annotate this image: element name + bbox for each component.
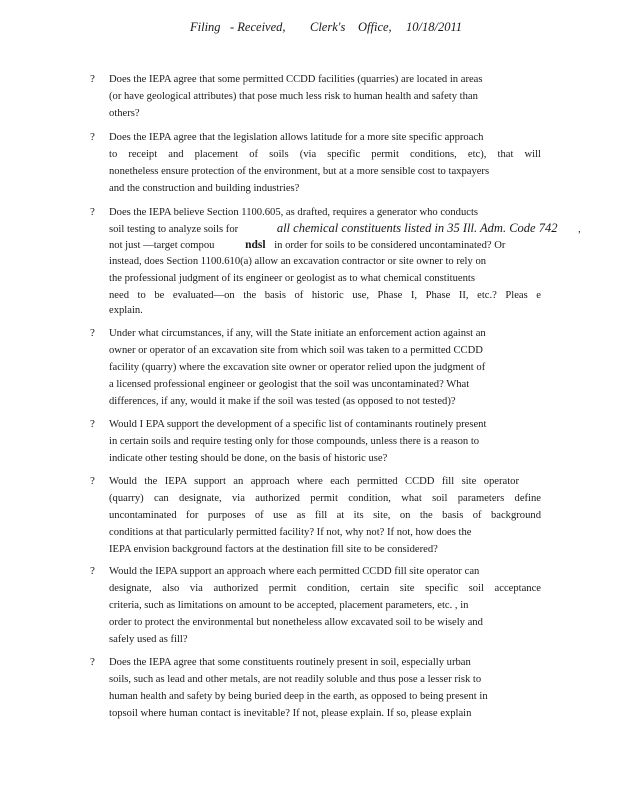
- question-line: (or have geological attributes) that pose much less risk to human health and safety than: [109, 91, 478, 102]
- question-line: differences, if any, would it make if the soil was tested (as opposed to not tested)?: [109, 396, 456, 407]
- question-line: others?: [109, 108, 140, 119]
- question-line: facility (quarry) where the excavation site owner or operator relied upon the judgment of: [109, 362, 486, 373]
- question-line: Would the IEPA support an approach where each permitted CCDD fill site operator can: [109, 566, 480, 577]
- question-line: uncontaminated for purposes of use as fill at its site, on the basis of background: [109, 510, 541, 521]
- header-office: Office,: [358, 20, 392, 34]
- header-date: 10/18/2011: [406, 20, 463, 34]
- question-line: Does the IEPA believe Section 1100.605, as drafted, requires a generator who conducts: [109, 207, 479, 218]
- question-line: the professional judgment of its engineer or geologist as to what chemical constituents: [109, 273, 475, 284]
- question-line: need to be evaluated—on the basis of historic use, Phase I, Phase II, etc.? Pleas e: [109, 290, 541, 301]
- header-filing: Filing: [190, 20, 221, 34]
- question-line: criteria, such as limitations on amount to be accepted, placement parameters, etc. , in: [109, 600, 469, 611]
- question-line: Would I EPA support the development of a specific list of contaminants routinely present: [109, 419, 487, 430]
- question-text: soil testing to analyze soils for: [109, 224, 239, 235]
- question-line: soils, such as lead and other metals, are not readily soluble and thus pose a lesser risk to: [109, 674, 482, 685]
- bullet-marker: ?: [90, 418, 95, 430]
- header-clerks: Clerk's: [310, 20, 346, 34]
- question-line: safely used as fill?: [109, 634, 188, 645]
- question-line: indicate other testing should be done, on the basis of historic use?: [109, 453, 388, 464]
- header-received: - Received,: [230, 20, 286, 34]
- question-line: to receipt and placement of soils (via specific permit conditions, etc), that will: [109, 149, 541, 160]
- question-line: order to protect the environmental but nonetheless allow excavated soil to be wisely and: [109, 617, 483, 628]
- bullet-marker: ?: [90, 656, 95, 668]
- question-line: designate, also via authorized permit condition, certain site specific soil acceptance: [109, 583, 541, 594]
- question-text: in order for soils to be considered uncontaminated? Or: [274, 240, 506, 251]
- question-line: a licensed professional engineer or geologist that the soil was uncontaminated? What: [109, 379, 470, 390]
- question-line: Does the IEPA agree that the legislation allows latitude for a more site specific approach: [109, 132, 484, 143]
- question-line: in certain soils and require testing only for those compounds, unless there is a reason to: [109, 436, 480, 447]
- question-line: [109, 238, 505, 253]
- question-line: [109, 221, 581, 237]
- bullet-marker: ?: [90, 206, 95, 218]
- question-line: owner or operator of an excavation site from which soil was taken to a permitted CCDD: [109, 345, 483, 356]
- garbled-text: ndsl: [245, 239, 266, 251]
- bullet-marker: ?: [90, 475, 95, 487]
- question-text: ,: [578, 224, 581, 235]
- question-line: human health and safety by being buried deep in the earth, as opposed to being present in: [109, 691, 488, 702]
- bullet-marker: ?: [90, 73, 95, 85]
- question-line: nonetheless ensure protection of the environment, but at a more sensible cost to taxpayers: [109, 166, 490, 177]
- question-line: explain.: [109, 305, 143, 316]
- bullet-marker: ?: [90, 327, 95, 339]
- question-line: Does the IEPA agree that some constituents routinely present in soil, especially urban: [109, 657, 471, 668]
- question-line: conditions at that particularly permitted facility? If not, why not? If not, how does the: [109, 527, 472, 538]
- question-line: instead, does Section 1100.610(a) allow an excavation contractor or site owner to rely on: [109, 256, 487, 267]
- question-text: not just —target compou: [109, 240, 215, 251]
- question-line: (quarry) can designate, via authorized permit condition, what soil parameters define: [109, 493, 541, 504]
- question-line: topsoil where human contact is inevitable? If not, please explain. If so, please explain: [109, 708, 472, 719]
- bullet-marker: ?: [90, 565, 95, 577]
- bullet-marker: ?: [90, 131, 95, 143]
- question-line: Under what circumstances, if any, will the State initiate an enforcement action against an: [109, 328, 486, 339]
- question-line: and the construction and building industries?: [109, 183, 300, 194]
- question-line: Would the IEPA support an approach where each permitted CCDD fill site operator: [109, 476, 519, 487]
- question-line: IEPA envision background factors at the destination fill site to be considered?: [109, 544, 438, 555]
- question-line: Does the IEPA agree that some permitted CCDD facilities (quarries) are located in areas: [109, 74, 483, 85]
- emphasized-text: all chemical constituents listed in 35 Ill. Adm. Code 742: [276, 221, 558, 235]
